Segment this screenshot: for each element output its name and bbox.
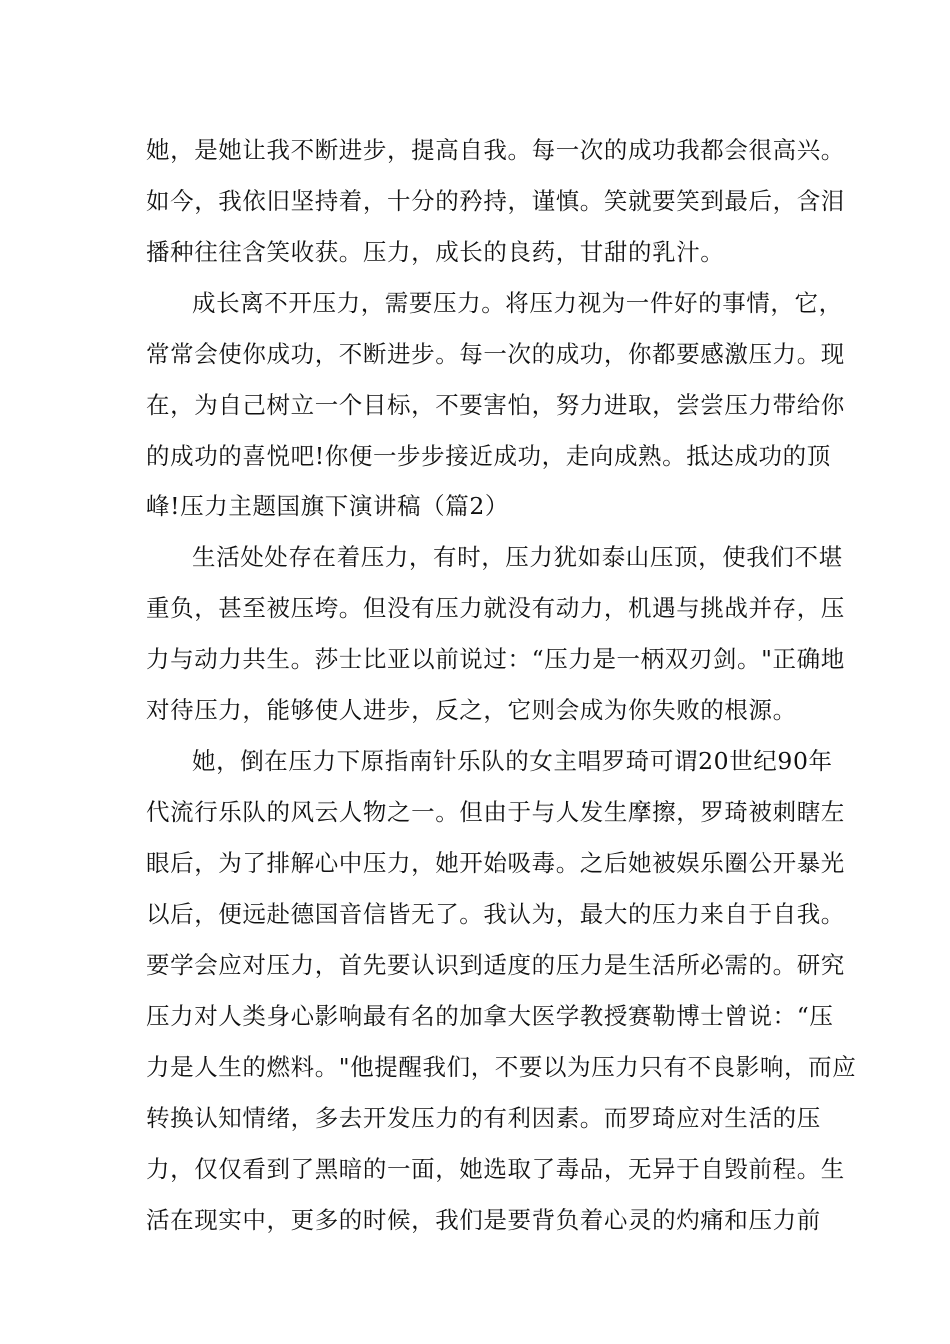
text-line: 峰!压力主题国旗下演讲稿（篇2）	[146, 492, 509, 520]
text-line: 力是人生的燃料。"他提醒我们，不要以为压力只有不良影响，而应	[146, 1053, 857, 1081]
text-line: 代流行乐队的风云人物之一。但由于与人发生摩擦，罗琦被刺瞎左	[146, 798, 845, 826]
text-line: 播种往往含笑收获。压力，成长的良药，甘甜的乳汁。	[146, 238, 725, 266]
text-line: 眼后，为了排解心中压力，她开始吸毒。之后她被娱乐圈公开暴光	[146, 849, 845, 877]
text-line: 以后，便远赴德国音信皆无了。我认为，最大的压力来自于自我。	[146, 900, 845, 928]
text-line: 压力对人类身心影响最有名的加拿大医学教授赛勒博士曾说：“压	[146, 1002, 834, 1030]
text-line: 力，仅仅看到了黑暗的一面，她选取了毒品，无异于自毁前程。生	[146, 1155, 845, 1183]
text-line: 她，是她让我不断进步，提高自我。每一次的成功我都会很高兴。	[146, 136, 845, 164]
text-line: 常常会使你成功，不断进步。每一次的成功，你都要感激压力。现	[146, 340, 845, 368]
text-line: 生活处处存在着压力，有时，压力犹如泰山压顶，使我们不堪	[192, 543, 843, 571]
text-line: 她，倒在压力下原指南针乐队的女主唱罗琦可谓20世纪90年	[192, 747, 833, 775]
text-line: 对待压力，能够使人进步，反之，它则会成为你失败的根源。	[146, 696, 797, 724]
text-line: 成长离不开压力，需要压力。将压力视为一件好的事情，它，	[192, 289, 843, 317]
text-line: 重负，甚至被压垮。但没有压力就没有动力，机遇与挑战并存，压	[146, 594, 845, 622]
text-line: 的成功的喜悦吧!你便一步步接近成功，走向成熟。抵达成功的顶	[146, 442, 831, 470]
text-line: 活在现实中，更多的时候，我们是要背负着心灵的灼痛和压力前	[146, 1206, 821, 1234]
text-line: 要学会应对压力，首先要认识到适度的压力是生活所必需的。研究	[146, 951, 845, 979]
text-line: 力与动力共生。莎士比亚以前说过：“压力是一柄双刃剑。"正确地	[146, 645, 845, 673]
text-line: 如今，我依旧坚持着，十分的矜持，谨慎。笑就要笑到最后，含泪	[146, 187, 845, 215]
text-line: 转换认知情绪，多去开发压力的有利因素。而罗琦应对生活的压	[146, 1104, 821, 1132]
text-line: 在，为自己树立一个目标，不要害怕，努力进取，尝尝压力带给你	[146, 391, 845, 419]
